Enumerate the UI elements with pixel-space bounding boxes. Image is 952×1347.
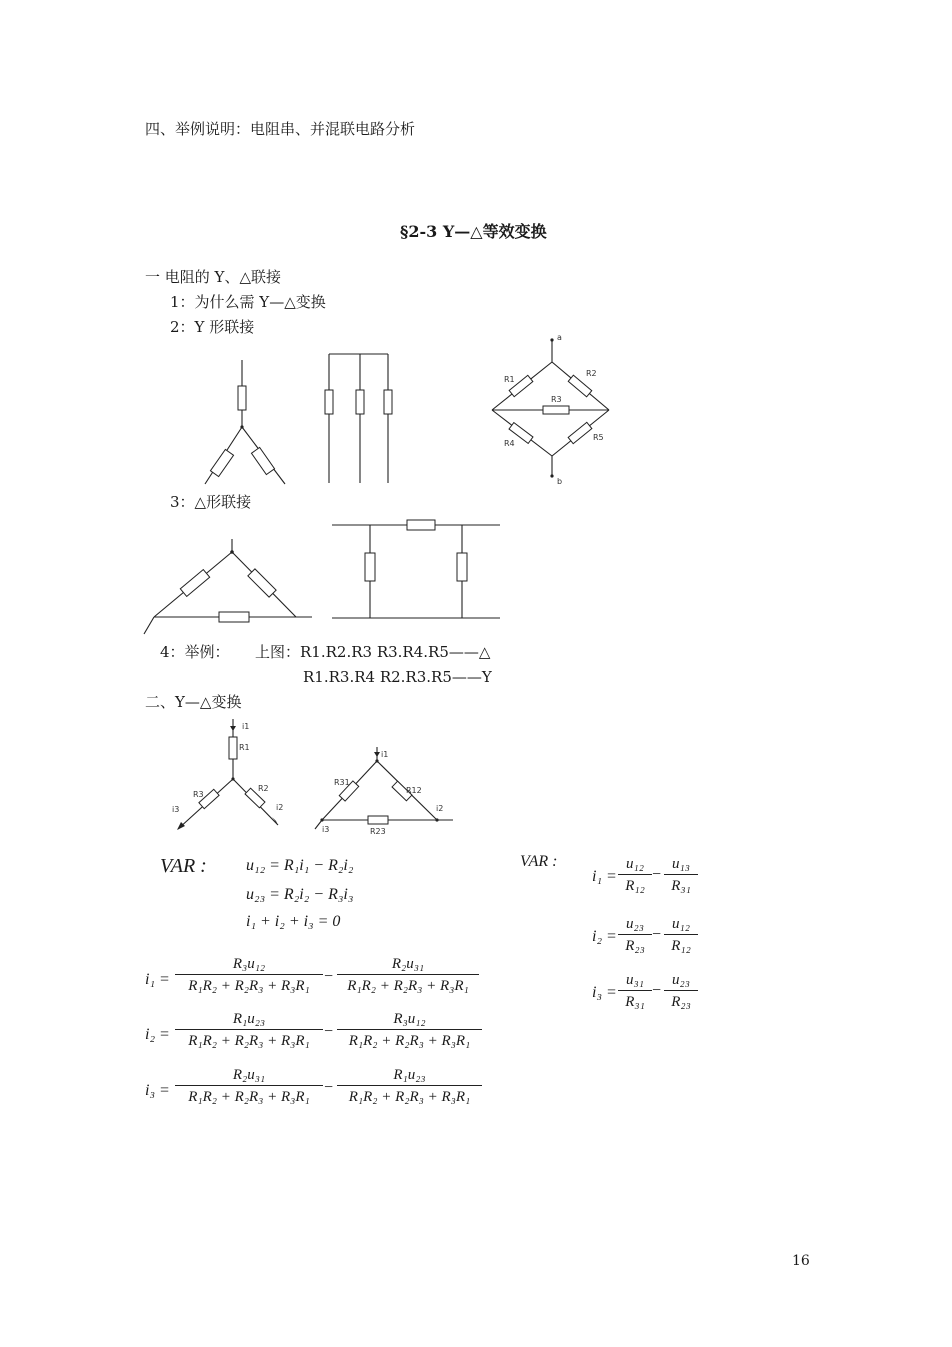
left-num-i3-b: R₁u₂₃ bbox=[337, 1066, 482, 1086]
part1-item3: 3：△形联接 bbox=[170, 493, 252, 511]
equation-kcl: i₁ + i₂ + i₃ = 0 bbox=[246, 913, 341, 930]
y-label-i3: i3 bbox=[172, 805, 180, 814]
left-num-i2-b: R₃u₁₂ bbox=[337, 1010, 482, 1030]
part1-item1: 1：为什么需 Y—△变换 bbox=[170, 293, 326, 311]
left-den-i1-b: R₁R₂ + R₂R₃ + R₃R₁ bbox=[347, 978, 469, 994]
delta-label-r12: R12 bbox=[406, 786, 422, 795]
left-minus-i1: − bbox=[324, 968, 334, 985]
left-lhs-i1: i₁ = bbox=[145, 971, 170, 988]
part2-heading: 二、Y—△变换 bbox=[145, 693, 242, 711]
right-frac-i1-b bbox=[664, 855, 698, 895]
delta-label-i2: i2 bbox=[436, 804, 444, 813]
delta-connection-figure bbox=[140, 535, 320, 640]
equation-u12: u₁₂ = R₁i₁ − R₂i₂ bbox=[246, 857, 354, 874]
left-frac-i1-b bbox=[337, 955, 479, 995]
right-den-i3-b: R₂₃ bbox=[671, 994, 691, 1010]
delta-label-r31: R31 bbox=[334, 778, 350, 787]
page-number: 16 bbox=[792, 1253, 810, 1269]
y-label-r3: R3 bbox=[193, 790, 204, 799]
left-lhs-i3: i₃ = bbox=[145, 1082, 170, 1099]
left-lhs-i2: i₂ = bbox=[145, 1026, 170, 1043]
bridge-label-b: b bbox=[557, 477, 563, 486]
section4-heading: 四、举例说明：电阻串、并混联电路分析 bbox=[145, 120, 416, 138]
right-lhs-i1: i₁ = bbox=[592, 868, 617, 885]
right-den-i3-a: R₃₁ bbox=[625, 994, 645, 1010]
part1-item2: 2：Y 形联接 bbox=[170, 318, 255, 336]
left-num-i1-a: R₃u₁₂ bbox=[175, 955, 323, 975]
bridge-label-r2: R2 bbox=[586, 369, 597, 378]
var-left-label: VAR : bbox=[160, 855, 207, 877]
delta-label-i1: i1 bbox=[381, 750, 389, 759]
left-den-i3-a: R₁R₂ + R₂R₃ + R₃R₁ bbox=[188, 1089, 310, 1105]
part1-item4-label: 4：举例： bbox=[160, 643, 230, 661]
var-right-label: VAR : bbox=[520, 853, 558, 870]
right-num-i2-b: u₁₂ bbox=[664, 915, 698, 935]
left-den-i2-b: R₁R₂ + R₂R₃ + R₃R₁ bbox=[348, 1033, 471, 1049]
left-frac-i1-a bbox=[175, 955, 323, 995]
bridge-label-r3: R3 bbox=[551, 395, 562, 404]
right-den-i2-b: R₁₂ bbox=[671, 938, 691, 954]
y-label-i2: i2 bbox=[276, 803, 284, 812]
left-num-i1-b: R₂u₃₁ bbox=[337, 955, 479, 975]
right-num-i3-b: u₂₃ bbox=[664, 971, 698, 991]
left-frac-i3-b bbox=[337, 1066, 482, 1106]
delta-current-circuit bbox=[305, 745, 465, 840]
right-num-i2-a: u₂₃ bbox=[618, 915, 652, 935]
left-den-i3-b: R₁R₂ + R₂R₃ + R₃R₁ bbox=[348, 1089, 471, 1105]
right-den-i1-a: R₁₂ bbox=[625, 878, 645, 894]
delta-ladder-figure bbox=[330, 515, 505, 625]
right-frac-i2-a bbox=[618, 915, 652, 955]
y-connection-figure bbox=[195, 350, 315, 490]
right-num-i1-b: u₁₃ bbox=[664, 855, 698, 875]
part1-item4-line1: 上图：R1.R2.R3 R3.R4.R5——△ bbox=[255, 643, 491, 661]
right-frac-i1-a bbox=[618, 855, 652, 895]
left-den-i1-a: R₁R₂ + R₂R₃ + R₃R₁ bbox=[188, 978, 310, 994]
bridge-circuit bbox=[485, 330, 625, 490]
left-num-i3-a: R₂u₃₁ bbox=[175, 1066, 323, 1086]
bridge-label-r5: R5 bbox=[593, 433, 604, 442]
left-minus-i2: − bbox=[324, 1023, 334, 1040]
y-label-r1: R1 bbox=[239, 743, 250, 752]
right-minus-i3: − bbox=[652, 982, 662, 999]
right-minus-i2: − bbox=[652, 926, 662, 943]
part1-heading: 一 电阻的 Y、△联接 bbox=[145, 268, 281, 286]
left-num-i2-a: R₁u₂₃ bbox=[175, 1010, 323, 1030]
y-label-r2: R2 bbox=[258, 784, 269, 793]
left-minus-i3: − bbox=[324, 1079, 334, 1096]
chapter-title: §2-3 Y—△等效变换 bbox=[400, 222, 547, 241]
right-lhs-i3: i₃ = bbox=[592, 984, 617, 1001]
right-den-i1-b: R₃₁ bbox=[671, 878, 691, 894]
right-frac-i2-b bbox=[664, 915, 698, 955]
left-frac-i3-a bbox=[175, 1066, 323, 1106]
right-frac-i3-b bbox=[664, 971, 698, 1011]
y-parallel-figure bbox=[320, 350, 400, 485]
right-den-i2-a: R₂₃ bbox=[625, 938, 645, 954]
delta-label-r23: R23 bbox=[370, 827, 386, 836]
bridge-label-r1: R1 bbox=[504, 375, 515, 384]
delta-label-i3: i3 bbox=[322, 825, 330, 834]
bridge-label-r4: R4 bbox=[504, 439, 515, 448]
equation-u23: u₂₃ = R₂i₂ − R₃i₃ bbox=[246, 886, 354, 903]
right-frac-i3-a bbox=[618, 971, 652, 1011]
part1-item4-line2: R1.R3.R4 R2.R3.R5——Y bbox=[303, 668, 492, 686]
right-num-i3-a: u₃₁ bbox=[618, 971, 652, 991]
right-num-i1-a: u₁₂ bbox=[618, 855, 652, 875]
y-label-i1: i1 bbox=[242, 722, 250, 731]
right-lhs-i2: i₂ = bbox=[592, 928, 617, 945]
right-minus-i1: − bbox=[652, 866, 662, 883]
left-den-i2-a: R₁R₂ + R₂R₃ + R₃R₁ bbox=[188, 1033, 310, 1049]
left-frac-i2-a bbox=[175, 1010, 323, 1050]
left-frac-i2-b bbox=[337, 1010, 482, 1050]
y-current-circuit bbox=[160, 715, 290, 835]
bridge-label-a: a bbox=[557, 333, 562, 342]
